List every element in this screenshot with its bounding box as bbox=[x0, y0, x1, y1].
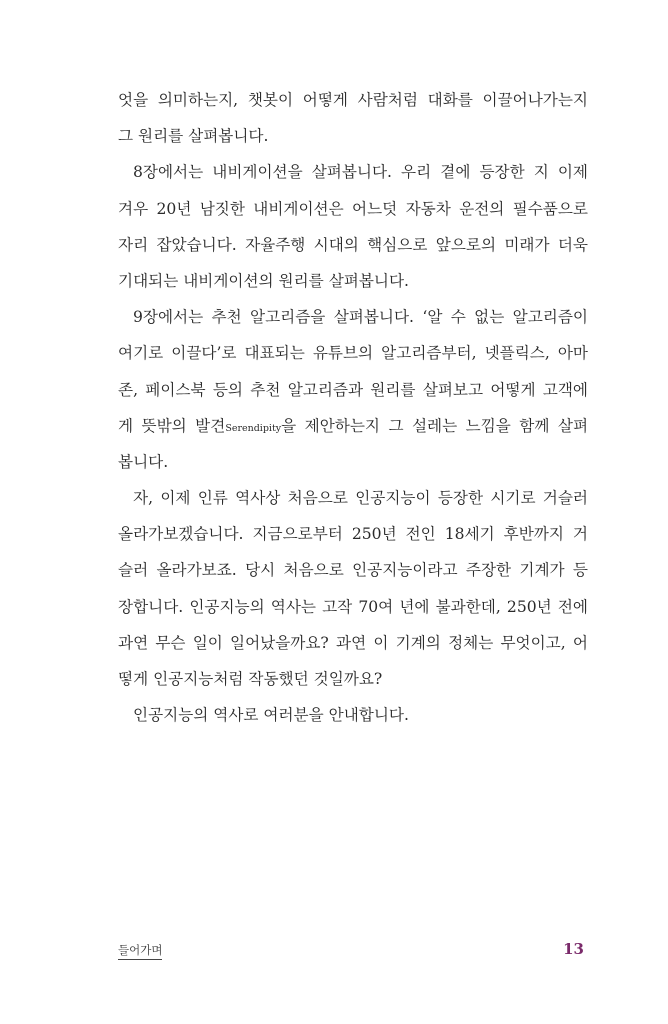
text-line: 떻게 인공지능처럼 작동했던 것일까요? bbox=[118, 670, 383, 688]
text-line: 겨우 20년 남짓한 내비게이션은 어느덧 자동차 운전의 필수품으로 bbox=[118, 199, 588, 218]
page-number: 13 bbox=[563, 940, 584, 958]
text-line: 올라가보겠습니다. 지금으로부터 250년 전인 18세기 후반까지 거 bbox=[118, 525, 588, 544]
text-line: 과연 무슨 일이 일어났을까요? 과연 이 기계의 정체는 무엇이고, 어 bbox=[118, 633, 588, 652]
body-text bbox=[118, 82, 588, 733]
text-line: 슬러 올라가보죠. 당시 처음으로 인공지능이라고 주장한 기계가 등 bbox=[118, 561, 588, 580]
running-footer-title: 들어가며 bbox=[118, 943, 162, 960]
text-line: 자, 이제 인류 역사상 처음으로 인공지능이 등장한 시기로 거슬러 bbox=[133, 489, 588, 508]
text-line bbox=[118, 408, 588, 444]
text-line: 봅니다. bbox=[118, 452, 169, 471]
text-line: 장합니다. 인공지능의 역사는 고작 70여 년에 불과한데, 250년 전에 bbox=[118, 597, 588, 616]
text-line: 여기로 이끌다’로 대표되는 유튜브의 알고리즘부터, 넷플릭스, 아마 bbox=[118, 344, 588, 363]
english-gloss: Serendipity bbox=[225, 422, 282, 434]
text-line: 그 원리를 살펴봅니다. bbox=[118, 127, 269, 146]
text-line: 자리 잡았습니다. 자율주행 시대의 핵심으로 앞으로의 미래가 더욱 bbox=[118, 235, 588, 254]
text-segment: 게 뜻밖의 발견 bbox=[118, 416, 226, 435]
text-line: 8장에서는 내비게이션을 살펴봅니다. 우리 곁에 등장한 지 이제 bbox=[133, 163, 588, 182]
text-line: 존, 페이스북 등의 추천 알고리즘과 원리를 살펴보고 어떻게 고객에 bbox=[118, 380, 588, 399]
text-line: 인공지능의 역사로 여러분을 안내합니다. bbox=[133, 706, 409, 725]
text-segment: 을 제안하는지 그 설레는 느낌을 함께 살펴 bbox=[281, 416, 588, 435]
text-line: 엇을 의미하는지, 챗봇이 어떻게 사람처럼 대화를 이끌어나가는지 bbox=[118, 91, 588, 109]
text-line: 기대되는 내비게이션의 원리를 살펴봅니다. bbox=[118, 271, 409, 290]
text-line: 9장에서는 추천 알고리즘을 살펴봅니다. ‘알 수 없는 알고리즘이 bbox=[133, 308, 588, 327]
